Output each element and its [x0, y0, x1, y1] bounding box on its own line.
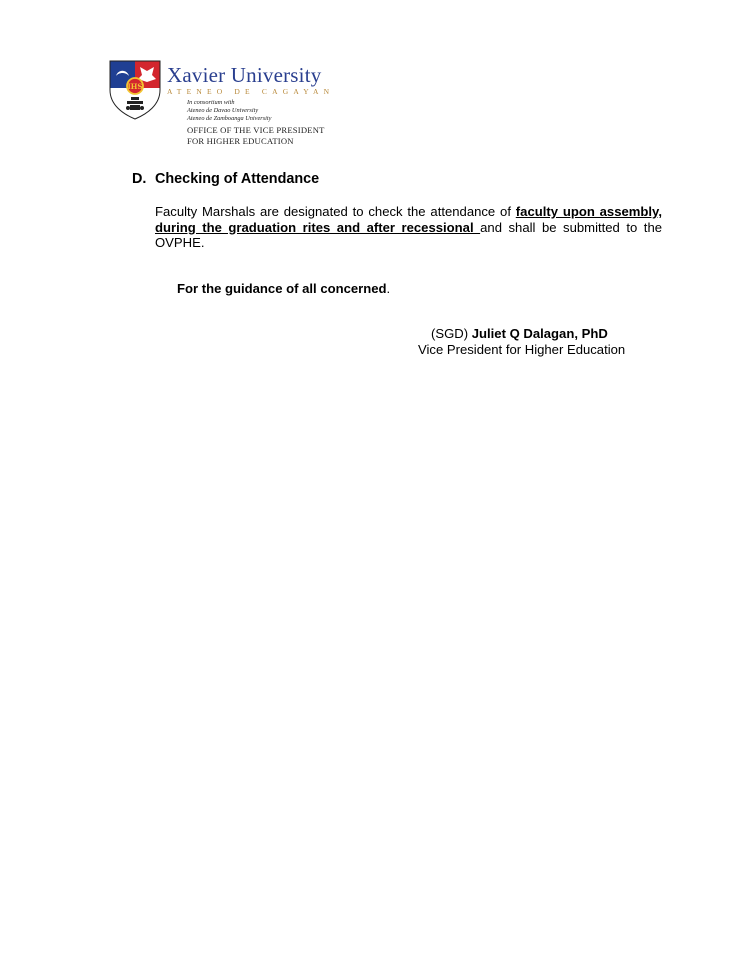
- consortium-line: Ateneo de Zamboanga University: [187, 114, 272, 122]
- closing-punct: .: [386, 281, 391, 296]
- signatory-line: [418, 326, 638, 342]
- consortium-line: Ateneo de Davao University: [187, 106, 259, 114]
- paragraph-text-before: Faculty Marshals are designated to check the attendance of: [155, 204, 516, 219]
- signatory-prefix: (SGD): [431, 326, 472, 341]
- signatory-title: Vice President for Higher Education: [418, 342, 626, 357]
- signatory-name: Juliet Q Dalagan, PhD: [471, 326, 608, 341]
- university-crest-logo: [109, 60, 161, 120]
- paragraph-text-after: and shall be submitted to the OVPHE.: [155, 219, 663, 250]
- section-title: Checking of Attendance: [155, 171, 320, 187]
- consortium-note: [187, 99, 271, 122]
- office-line: OFFICE OF THE VICE PRESIDENT: [187, 125, 325, 135]
- paragraph-emphasis: faculty upon assembly, during the graduation rites and after recessional: [155, 204, 662, 235]
- office-name: [187, 125, 325, 147]
- consortium-line: In consortium with: [187, 99, 235, 106]
- university-subtitle: ATENEO DE CAGAYAN: [167, 87, 335, 96]
- university-name: Xavier University: [167, 63, 322, 87]
- svg-text:IHS: IHS: [127, 82, 143, 91]
- section-letter: D.: [132, 171, 147, 187]
- closing-line: [177, 281, 390, 296]
- attendance-paragraph: [155, 204, 662, 251]
- office-line: FOR HIGHER EDUCATION: [187, 136, 294, 146]
- closing-text: For the guidance of all concerned: [177, 281, 387, 296]
- letterhead: [109, 60, 349, 150]
- section-heading: [132, 171, 319, 187]
- signature-block: [418, 326, 638, 358]
